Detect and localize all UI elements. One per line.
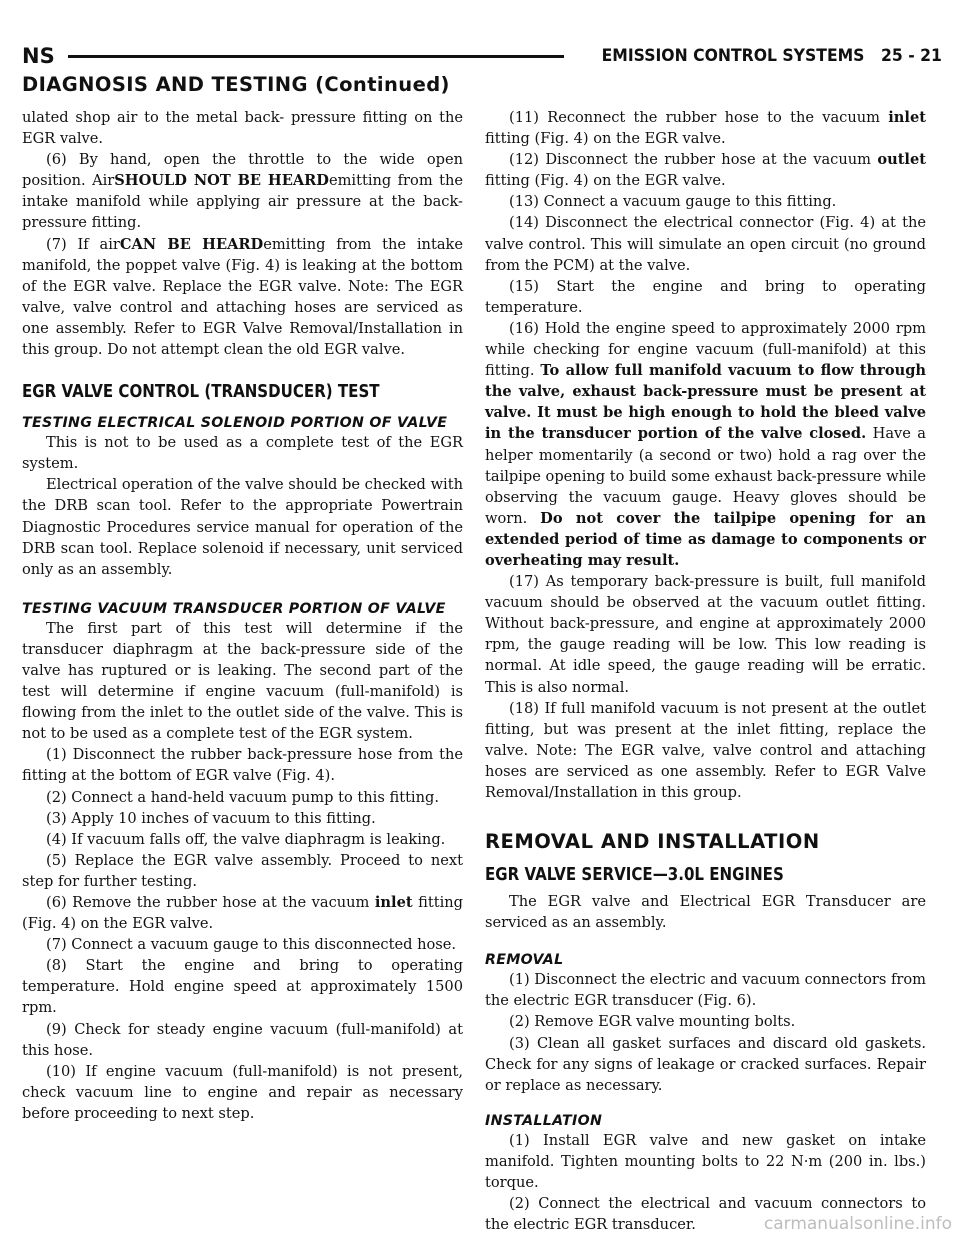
paragraph: (2) Remove EGR valve mounting bolts. xyxy=(509,1013,796,1031)
paragraph: (13) Connect a vacuum gauge to this fitting. xyxy=(509,193,837,211)
paragraph: (6) Remove the rubber hose at the vacuum inlet fitting (Fig. 4) on the EGR valve. xyxy=(22,894,463,933)
paragraph: (2) Connect the electrical and vacuum connectors to the electric EGR transducer. xyxy=(485,1195,926,1234)
paragraph: (3) Clean all gasket surfaces and discard old gaskets. Check for any signs of leakage or cracked surfaces. Repair or replace as necessary. xyxy=(485,1034,926,1094)
paragraph: (1) Disconnect the rubber back-pressure hose from the fitting at the bottom of EGR valve (Fig. 4). xyxy=(22,746,463,785)
paragraph: (7) If airCAN BE HEARDemitting from the intake manifold, the poppet valve (Fig. 4) is leaking at the bottom of the EGR valve. Replace the EGR valve. Note: The EGR valve, valve control and attaching hoses are serviced as one assembly. Refer to EGR Valve Removal/Installation in this group. Do not attempt clean the old EGR valve. xyxy=(22,235,463,359)
paragraph: (1) Disconnect the electric and vacuum connectors from the electric EGR transducer (Fig. 6). xyxy=(485,971,927,1010)
paragraph: Electrical operation of the valve should be checked with the DRB scan tool. Refer to the appropriate Powertrain Diagnostic Procedures service manual for operation of the DRB scan tool. Replace solenoid if necessary, unit serviced only as an assembly. xyxy=(22,476,463,578)
header-rule xyxy=(68,55,564,58)
paragraph: (16) Hold the engine speed to approximately 2000 rpm while checking for engine vacuum (full-manifold) at this fitting. To allow full manifold vacuum to flow through the valve, exhaust back-pressure must be present at valve. It must be high enough to hold the bleed valve in the transducer portion of the valve closed. Have a helper momentarily (a second or two) hold a rag over the tailpipe opening to build some exhaust back-pressure while observing the vacuum gauge. Heavy gloves should be worn. Do not cover the tailpipe opening for an extended period of time as damage to components or overheating may result. xyxy=(485,319,927,569)
page-number: 25 - 21 xyxy=(881,46,942,66)
left-column xyxy=(22,107,463,1124)
section-heading: EGR VALVE CONTROL (TRANSDUCER) TEST xyxy=(22,382,380,403)
subsection-heading: TESTING VACUUM TRANSDUCER PORTION OF VALVE xyxy=(22,600,446,617)
subsection-heading: TESTING ELECTRICAL SOLENOID PORTION OF VALVE xyxy=(22,415,448,432)
section-heading: REMOVAL AND INSTALLATION xyxy=(485,830,820,854)
paragraph: (14) Disconnect the electrical connector (Fig. 4) at the valve control. This will simulate an open circuit (no ground from the PCM) at the valve. xyxy=(485,214,926,274)
subsection-heading: INSTALLATION xyxy=(485,1112,603,1129)
paragraph: (1) Install EGR valve and new gasket on intake manifold. Tighten mounting bolts to 22 N·m (200 in. lbs.) torque. xyxy=(485,1131,926,1192)
paragraph: (17) As temporary back-pressure is built, full manifold vacuum should be observed at the vacuum outlet fitting. Without back-pressure, and engine at approximately 2000 rpm, the gauge reading will be low. This low reading is normal. At idle speed, the gauge reading will be erratic. This is also normal. xyxy=(485,573,926,696)
paragraph: (7) Connect a vacuum gauge to this disconnected hose. xyxy=(46,936,457,954)
manual-code: NS xyxy=(22,44,55,68)
paragraph: (15) Start the engine and bring to operating temperature. xyxy=(485,277,926,316)
paragraph: (12) Disconnect the rubber hose at the vacuum outlet fitting (Fig. 4) on the EGR valve. xyxy=(485,151,926,190)
paragraph: (5) Replace the EGR valve assembly. Proceed to next step for further testing. xyxy=(22,851,463,890)
section-heading: EGR VALVE SERVICE—3.0L ENGINES xyxy=(485,865,784,886)
right-column xyxy=(485,107,926,1235)
subsection-heading: REMOVAL xyxy=(485,952,564,969)
paragraph: (6) By hand, open the throttle to the wide open position. AirSHOULD NOT BE HEARDemitting from the intake manifold while applying air pressure at the back-pressure fitting. xyxy=(22,151,463,232)
paragraph: (2) Connect a hand-held vacuum pump to this fitting. xyxy=(46,788,439,806)
paragraph: This is not to be used as a complete test of the EGR system. xyxy=(22,434,463,473)
paragraph: The first part of this test will determine if the transducer diaphragm at the back-pressure side of the valve has ruptured or is leaking. The second part of the test will determine if engine vacuum (full-manifold) is flowing from the inlet to the outlet side of the valve. This is not to be used as a complete test of the EGR system. xyxy=(22,619,463,743)
continued-heading: DIAGNOSIS AND TESTING (Continued) xyxy=(22,73,450,96)
paragraph: (4) If vacuum falls off, the valve diaphragm is leaking. xyxy=(46,830,446,848)
paragraph: (10) If engine vacuum (full-manifold) is not present, check vacuum line to engine and repair as necessary before proceeding to next step. xyxy=(22,1062,463,1122)
paragraph: (9) Check for steady engine vacuum (full-manifold) at this hose. xyxy=(22,1020,463,1059)
paragraph: (18) If full manifold vacuum is not present at the outlet fitting, but was present at the inlet fitting, replace the valve. Note: The EGR valve, valve control and attaching hoses are serviced as one assembly. Refer to EGR Valve Removal/Installation in this group. xyxy=(485,699,926,801)
page-header xyxy=(22,42,942,70)
paragraph: (11) Reconnect the rubber hose to the vacuum inlet fitting (Fig. 4) on the EGR valve. xyxy=(485,109,926,148)
section-name: EMISSION CONTROL SYSTEMS xyxy=(601,46,865,66)
watermark: carmanualsonline.info xyxy=(763,1214,952,1234)
paragraph: ulated shop air to the metal back- pressure fitting on the EGR valve. xyxy=(22,109,463,148)
paragraph: (3) Apply 10 inches of vacuum to this fitting. xyxy=(46,809,376,827)
section-title xyxy=(602,46,942,66)
paragraph: (8) Start the engine and bring to operating temperature. Hold engine speed at approximately 1500 rpm. xyxy=(22,957,463,1017)
paragraph: The EGR valve and Electrical EGR Transducer are serviced as an assembly. xyxy=(485,893,926,932)
